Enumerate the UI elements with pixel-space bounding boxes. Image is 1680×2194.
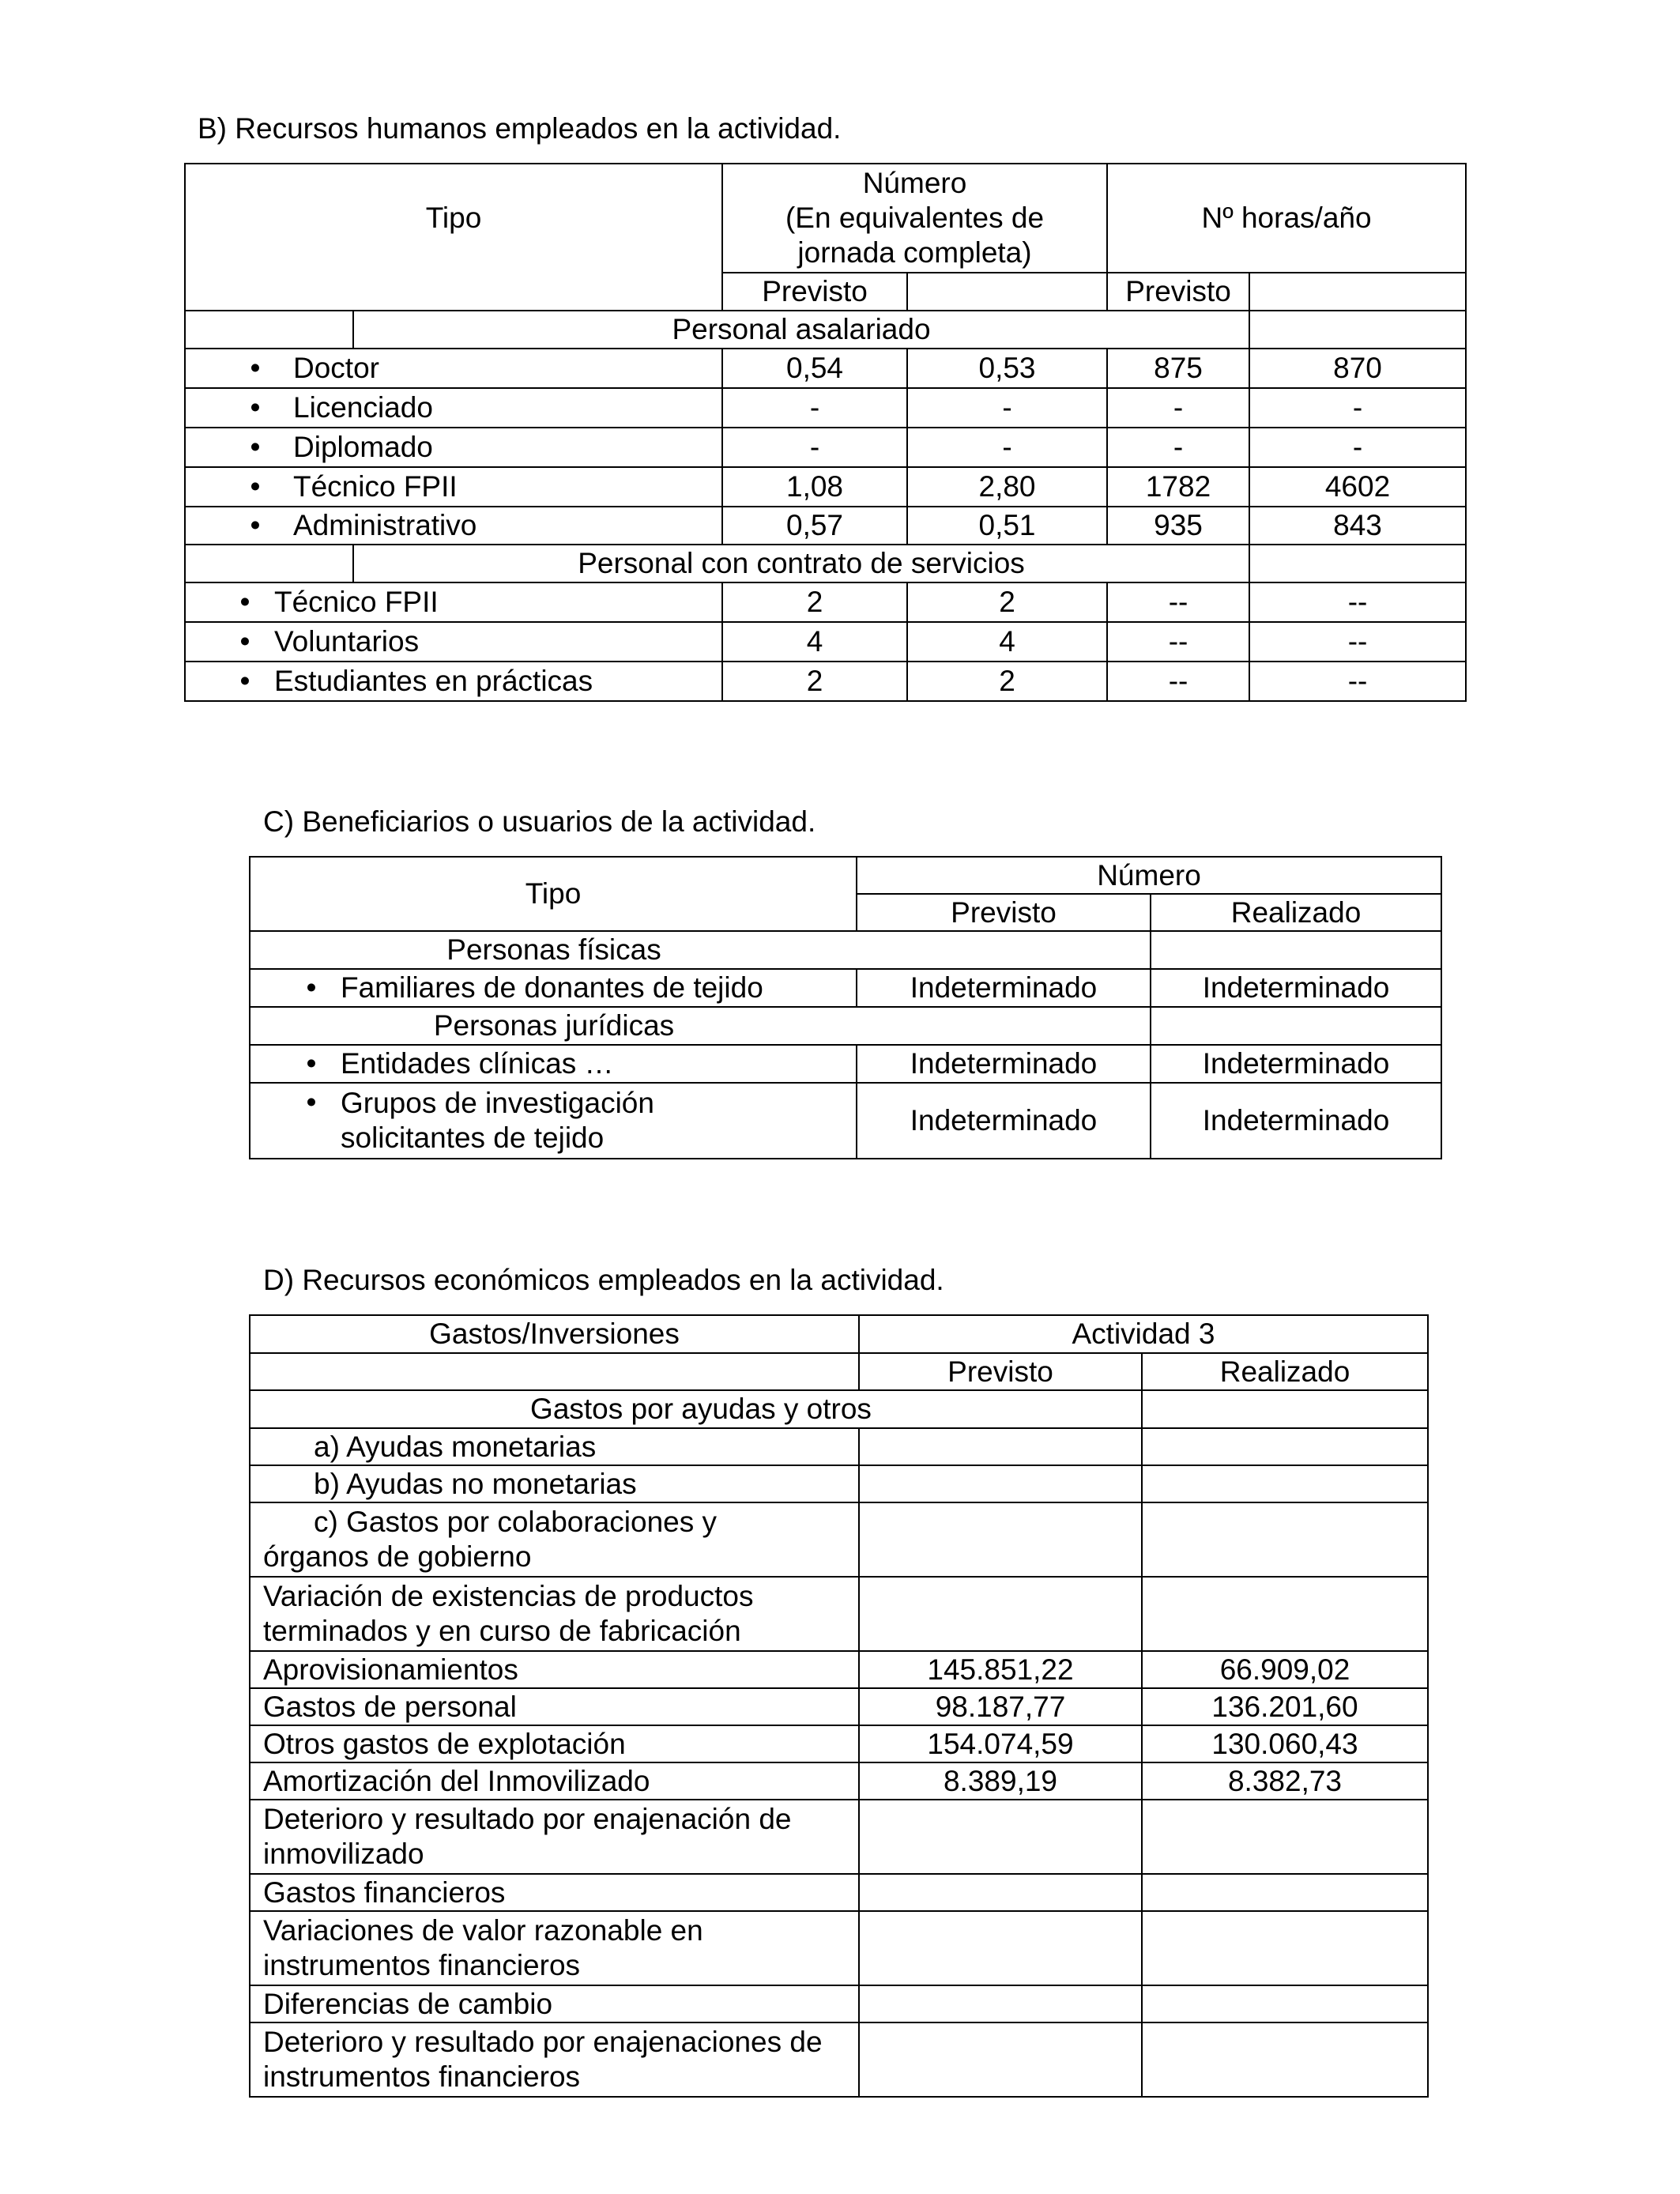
table-row [250, 1874, 1428, 1911]
row-label-line2: órganos de gobierno [263, 1540, 532, 1573]
row-tipo-label: Familiares de donantes de tejido [341, 971, 763, 1004]
cell-realizado [1142, 1874, 1428, 1911]
cell-num-realizado: 2 [907, 662, 1107, 701]
cell-previsto: 98.187,77 [859, 1688, 1142, 1725]
header-actividad: Actividad 3 [859, 1315, 1428, 1353]
row-label: b) Ayudas no monetarias [250, 1465, 859, 1502]
human-resources-table [184, 163, 1467, 702]
cell-num-realizado: - [907, 428, 1107, 467]
sub-empty-num [907, 273, 1107, 311]
header-horas: Nº horas/año [1107, 164, 1466, 273]
cell-horas-realizado: 4602 [1249, 467, 1466, 507]
table-row [250, 1725, 1428, 1762]
row-tipo-label: Administrativo [293, 509, 477, 541]
row-tipo-label: Voluntarios [274, 625, 420, 658]
table-row [250, 1688, 1428, 1725]
table-row [250, 1985, 1428, 2022]
bullet-icon: • [250, 391, 261, 424]
bullet-icon: • [306, 971, 317, 1004]
row-tipo-label: Licenciado [293, 391, 433, 424]
cell-horas-previsto: 935 [1107, 507, 1249, 545]
header-numero-line1: Número [862, 167, 967, 199]
row-tipo-label: Doctor [293, 352, 379, 384]
row-label: Variaciones de valor razonable en instrumentos financieros [250, 1911, 859, 1985]
beneficiaries-table [249, 856, 1442, 1159]
section-c-heading: C) Beneficiarios o usuarios de la actividad. [263, 805, 816, 838]
row-tipo-label: Entidades clínicas … [341, 1047, 614, 1080]
cell-previsto [859, 1502, 1142, 1577]
row-tipo-label: Diplomado [293, 431, 433, 463]
row-tipo [185, 622, 722, 662]
row-label: Diferencias de cambio [250, 1985, 859, 2022]
cell-num-previsto: 0,54 [722, 349, 907, 388]
cell-horas-realizado: - [1249, 388, 1466, 428]
group-personas-juridicas-label: Personas jurídicas [433, 1009, 675, 1042]
bullet-icon: • [250, 470, 261, 503]
cell-previsto [859, 1428, 1142, 1465]
table-row [185, 582, 1466, 622]
row-tipo [185, 428, 722, 467]
row-tipo-label: Estudiantes en prácticas [274, 665, 593, 697]
table-row [250, 1800, 1428, 1874]
row-label: Gastos de personal [250, 1688, 859, 1725]
table-row [185, 507, 1466, 545]
table-row [250, 1502, 1428, 1577]
row-tipo [250, 1045, 857, 1083]
cell-previsto [859, 1577, 1142, 1651]
group-spacer [185, 545, 353, 582]
row-label: Deterioro y resultado por enajenaciones de instrumentos financieros [250, 2022, 859, 2097]
header-previsto: Previsto [857, 894, 1151, 931]
header-numero-line2: (En equivalentes de [785, 202, 1045, 234]
cell-previsto: 154.074,59 [859, 1725, 1142, 1762]
row-tipo [250, 1083, 857, 1159]
row-tipo-label: Técnico FPII [293, 470, 458, 503]
row-tipo [185, 388, 722, 428]
row-label: a) Ayudas monetarias [250, 1428, 859, 1465]
cell-realizado [1142, 1985, 1428, 2022]
table-row [185, 388, 1466, 428]
header-realizado: Realizado [1142, 1353, 1428, 1390]
cell-realizado: Indeterminado [1151, 1083, 1441, 1159]
bullet-icon: • [250, 509, 261, 541]
group-empty [1249, 311, 1466, 349]
table-row [185, 428, 1466, 467]
table-row [185, 349, 1466, 388]
table-row [250, 969, 1441, 1007]
table-row [250, 1762, 1428, 1800]
group-empty [1151, 1007, 1441, 1045]
group-personas-juridicas [250, 1007, 1151, 1045]
sub-previsto-num: Previsto [722, 273, 907, 311]
row-tipo [185, 662, 722, 701]
header-tipo: Tipo [250, 857, 857, 931]
cell-previsto [859, 2022, 1142, 2097]
row-tipo [185, 507, 722, 545]
cell-num-realizado: 4 [907, 622, 1107, 662]
cell-realizado [1142, 2022, 1428, 2097]
cell-num-realizado: - [907, 388, 1107, 428]
cell-previsto: Indeterminado [857, 969, 1151, 1007]
table-row [250, 1911, 1428, 1985]
header-numero-line3: jornada completa) [797, 236, 1032, 269]
cell-previsto: Indeterminado [857, 1083, 1151, 1159]
cell-horas-previsto: 1782 [1107, 467, 1249, 507]
header-numero [722, 164, 1107, 273]
cell-num-realizado: 0,53 [907, 349, 1107, 388]
table-row [250, 2022, 1428, 2097]
table-row [250, 1577, 1428, 1651]
table-row [185, 622, 1466, 662]
cell-realizado [1142, 1577, 1428, 1651]
cell-realizado: 136.201,60 [1142, 1688, 1428, 1725]
group-personas-fisicas-label: Personas físicas [446, 933, 661, 966]
cell-realizado: Indeterminado [1151, 1045, 1441, 1083]
bullet-icon: • [250, 431, 261, 463]
header-gastos: Gastos/Inversiones [250, 1315, 859, 1353]
row-label: Amortización del Inmovilizado [250, 1762, 859, 1800]
row-label: Gastos financieros [250, 1874, 859, 1911]
header-empty [250, 1353, 859, 1390]
cell-previsto [859, 1465, 1142, 1502]
cell-horas-realizado: -- [1249, 622, 1466, 662]
table-row [250, 1428, 1428, 1465]
cell-num-previsto: 2 [722, 662, 907, 701]
cell-num-previsto: 4 [722, 622, 907, 662]
row-label [250, 1502, 859, 1577]
cell-realizado [1142, 1465, 1428, 1502]
table-row [185, 662, 1466, 701]
group-empty [1142, 1390, 1428, 1428]
section-b-heading: B) Recursos humanos empleados en la actividad. [198, 112, 842, 145]
cell-previsto: 145.851,22 [859, 1651, 1142, 1688]
group-personas-fisicas [250, 931, 1151, 969]
table-row [185, 467, 1466, 507]
cell-num-previsto: 2 [722, 582, 907, 622]
cell-num-previsto: - [722, 388, 907, 428]
row-tipo-label: Grupos de investigación solicitantes de tejido [341, 1087, 654, 1154]
group-empty [1151, 931, 1441, 969]
table-row [250, 1045, 1441, 1083]
group-personal-asalariado: Personal asalariado [353, 311, 1249, 349]
cell-horas-previsto: 875 [1107, 349, 1249, 388]
row-label: Deterioro y resultado por enajenación de inmovilizado [250, 1800, 859, 1874]
cell-horas-previsto: - [1107, 428, 1249, 467]
cell-horas-previsto: -- [1107, 582, 1249, 622]
header-realizado: Realizado [1151, 894, 1441, 931]
economic-resources-table [249, 1314, 1429, 2098]
group-contrato-servicios: Personal con contrato de servicios [353, 545, 1249, 582]
bullet-icon: • [239, 625, 250, 658]
cell-horas-previsto: - [1107, 388, 1249, 428]
cell-horas-realizado: - [1249, 428, 1466, 467]
cell-horas-realizado: -- [1249, 662, 1466, 701]
cell-horas-realizado: 843 [1249, 507, 1466, 545]
section-d-heading: D) Recursos económicos empleados en la actividad. [263, 1264, 944, 1296]
bullet-icon: • [250, 352, 261, 384]
row-label: Otros gastos de explotación [250, 1725, 859, 1762]
group-gastos-ayudas [250, 1390, 1142, 1428]
cell-horas-realizado: -- [1249, 582, 1466, 622]
group-empty [1249, 545, 1466, 582]
bullet-icon: • [306, 1047, 317, 1080]
header-numero: Número [857, 857, 1441, 894]
table-row [250, 1651, 1428, 1688]
table-row [250, 1083, 1441, 1159]
cell-previsto [859, 1911, 1142, 1985]
cell-num-previsto: 0,57 [722, 507, 907, 545]
cell-horas-previsto: -- [1107, 662, 1249, 701]
cell-previsto [859, 1874, 1142, 1911]
row-tipo [185, 582, 722, 622]
cell-realizado: 130.060,43 [1142, 1725, 1428, 1762]
group-spacer [185, 311, 353, 349]
cell-num-realizado: 2 [907, 582, 1107, 622]
cell-realizado [1142, 1502, 1428, 1577]
bullet-icon: • [239, 665, 250, 697]
row-tipo [185, 349, 722, 388]
row-label: Aprovisionamientos [250, 1651, 859, 1688]
sub-empty-horas [1249, 273, 1466, 311]
row-label: Variación de existencias de productos terminados y en curso de fabricación [250, 1577, 859, 1651]
cell-realizado [1142, 1428, 1428, 1465]
cell-previsto: Indeterminado [857, 1045, 1151, 1083]
table-row [250, 1465, 1428, 1502]
group-gastos-ayudas-label: Gastos por ayudas y otros [530, 1393, 872, 1425]
row-tipo-label: Técnico FPII [274, 586, 439, 618]
cell-num-previsto: - [722, 428, 907, 467]
bullet-icon: • [306, 1086, 317, 1118]
cell-previsto [859, 1985, 1142, 2022]
cell-num-previsto: 1,08 [722, 467, 907, 507]
cell-realizado [1142, 1911, 1428, 1985]
cell-num-realizado: 2,80 [907, 467, 1107, 507]
cell-previsto: 8.389,19 [859, 1762, 1142, 1800]
header-tipo: Tipo [185, 164, 722, 311]
row-tipo [250, 969, 857, 1007]
cell-num-realizado: 0,51 [907, 507, 1107, 545]
row-label-line1: c) Gastos por colaboraciones y [314, 1506, 718, 1538]
bullet-icon: • [239, 586, 250, 618]
row-tipo [185, 467, 722, 507]
cell-realizado: Indeterminado [1151, 969, 1441, 1007]
cell-realizado [1142, 1800, 1428, 1874]
cell-realizado: 66.909,02 [1142, 1651, 1428, 1688]
cell-horas-realizado: 870 [1249, 349, 1466, 388]
cell-horas-previsto: -- [1107, 622, 1249, 662]
header-previsto: Previsto [859, 1353, 1142, 1390]
sub-previsto-horas: Previsto [1107, 273, 1249, 311]
cell-realizado: 8.382,73 [1142, 1762, 1428, 1800]
cell-previsto [859, 1800, 1142, 1874]
